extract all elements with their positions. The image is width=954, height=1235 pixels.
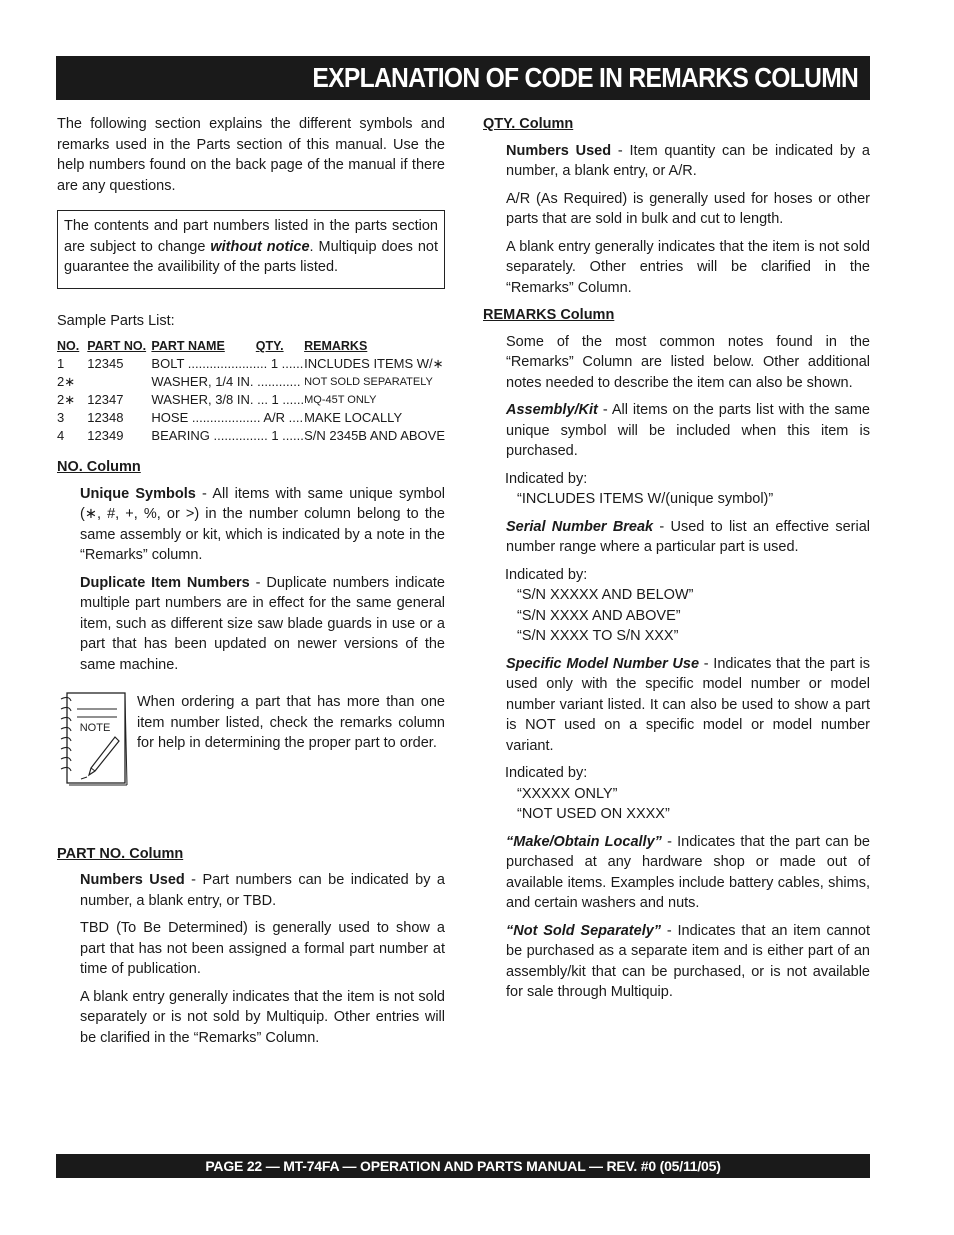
intro-paragraph: The following section explains the different symbols and remarks used in the Parts section of this manual. Use the help numbers found on the back page of the manual if there are any questions. [57, 116, 445, 194]
indicated-by-label: Indicated by: [505, 765, 588, 781]
row-part-no: 12348 [87, 410, 124, 425]
assembly-indicated-by [483, 469, 870, 510]
row-no: 3 [57, 410, 65, 425]
row-name-qty: WASHER, 1/4 IN. ............ [151, 374, 301, 389]
header-part-name: PART NAME [151, 339, 225, 353]
model-indicated-by [483, 763, 870, 825]
ar-paragraph: A/R (As Required) is generally used for hoses or other parts that are sold in bulk and cut to length. [506, 190, 870, 227]
row-part-no: 12345 [87, 356, 124, 371]
duplicate-numbers-lead: Duplicate Item Numbers [80, 574, 250, 591]
row-no: 4 [57, 428, 65, 443]
row-name-qty: WASHER, 3/8 IN. ... 1 ...... [151, 392, 305, 407]
row-no: 2∗ [57, 374, 76, 389]
model-number-lead: Specific Model Number Use [506, 655, 700, 672]
part-numbers-used-text: - Part numbers can be indicated by a number, a blank entry, or TBD. [80, 872, 445, 909]
serial-indicated-by [483, 565, 870, 647]
header-part-no: PART NO. [87, 339, 147, 353]
serial-break-paragraph [483, 517, 870, 558]
row-remarks: MAKE LOCALLY [304, 410, 403, 425]
page-title: EXPLANATION OF CODE IN REMARKS COLUMN [312, 62, 858, 93]
serial-break-lead: Serial Number Break [506, 518, 654, 535]
tbd-paragraph: TBD (To Be Determined) is generally used to show a part that has not been assigned a formal part number at time of publication. [80, 920, 445, 977]
row-remarks: INCLUDES ITEMS W/∗ [304, 356, 444, 371]
sample-parts-label: Sample Parts List: [57, 312, 175, 329]
notice-box [57, 210, 445, 289]
table-row [57, 355, 445, 373]
unique-symbols-lead: Unique Symbols [80, 485, 196, 502]
left-column [57, 114, 445, 1055]
row-remarks: NOT SOLD SEPARATELY [304, 376, 433, 388]
model-number-text: - Indicates that the part is used only with the specific model number or model number variant listed. It can also be used to show a part is NOT used on a specific model or model number variant. [506, 655, 870, 754]
remarks-column-heading: REMARKS Column [483, 307, 615, 323]
table-row [57, 409, 445, 427]
row-name-qty: BOLT ...................... 1 ...... [151, 356, 304, 371]
part-no-column-heading: PART NO. Column [57, 845, 184, 862]
footer-text: PAGE 22 — MT-74FA — OPERATION AND PARTS MANUAL — REV. #0 (05/11/05) [205, 1158, 721, 1174]
row-name-qty: HOSE ................... A/R .... [151, 410, 304, 425]
serial-example-2: “S/N XXXX AND ABOVE” [517, 607, 681, 624]
header-qty: QTY. [255, 339, 284, 353]
header-remarks: REMARKS [304, 339, 368, 353]
note-icon-label: NOTE [79, 722, 111, 734]
part-blank-paragraph: A blank entry generally indicates that the item is not sold separately or is not sold by Multiquip. Other entries will be clarified in the “Remarks” Column. [80, 988, 445, 1046]
row-part-no: 12347 [87, 392, 124, 407]
make-locally-lead: “Make/Obtain Locally” [506, 833, 662, 850]
part-numbers-used-paragraph [57, 870, 445, 911]
row-part-no: 12349 [87, 428, 124, 443]
remarks-intro-paragraph: Some of the most common notes found in the “Remarks” Column are listed below. Other additional notes needed to describe the item can also be shown. [506, 333, 870, 391]
duplicate-numbers-text: - Duplicate numbers indicate multiple part numbers are in effect for the same general item, such as different size saw blade guards in use or a part that has been updated on newer versions of the same machine. [80, 574, 445, 673]
unique-symbols-paragraph [57, 484, 445, 566]
footer-bar [56, 1154, 870, 1178]
table-row [57, 427, 445, 445]
serial-example-3: “S/N XXXX TO S/N XXX” [517, 628, 679, 644]
make-locally-paragraph [483, 832, 870, 914]
qty-numbers-used-lead: Numbers Used [506, 142, 612, 159]
assembly-kit-paragraph [483, 400, 870, 462]
notice-emphasis: without notice [210, 238, 310, 255]
table-header-row [57, 337, 445, 355]
header-no: NO. [57, 339, 80, 353]
assembly-example: “INCLUDES ITEMS W/(unique symbol)” [517, 491, 774, 507]
qty-blank-paragraph: A blank entry generally indicates that the item is not sold separately. Other entries will be clarified in the “Remarks” Column. [506, 238, 870, 296]
serial-example-1: “S/N XXXXX AND BELOW” [517, 587, 694, 603]
qty-column-heading: QTY. Column [483, 116, 574, 132]
sample-parts-table [57, 337, 445, 445]
row-no: 2∗ [57, 392, 76, 407]
not-sold-separately-lead: “Not Sold Separately” [506, 922, 662, 939]
row-name-qty: BEARING ............... 1 ...... [151, 428, 304, 443]
notice-text-before: The contents and part numbers listed in the parts section are subject to change [64, 218, 438, 255]
part-numbers-used-lead: Numbers Used [80, 872, 185, 888]
serial-break-text: - Used to list an effective serial number range where a particular part is used. [506, 518, 870, 555]
not-sold-separately-text: - Indicates that an item cannot be purchased as a separate item and is either part of an assembly/kit that can be purchased, or is not available for sale through Multiquip. [506, 922, 871, 1000]
assembly-kit-lead: Assembly/Kit [506, 402, 598, 418]
note-callout [57, 691, 445, 794]
assembly-kit-text: - All items on the parts list with the same unique symbol will be included when this item is purchased. [506, 402, 870, 459]
header-part-name-qty [151, 337, 304, 355]
model-example-2: “NOT USED ON XXXX” [517, 806, 670, 822]
table-row [57, 373, 445, 391]
notepad-icon [57, 691, 137, 794]
row-part-no [87, 373, 151, 391]
duplicate-numbers-paragraph [57, 573, 445, 676]
indicated-by-label: Indicated by: [505, 566, 588, 583]
row-no: 1 [57, 356, 65, 371]
qty-numbers-used-paragraph [483, 141, 870, 182]
notice-text-after: . Multiquip does not guarantee the availibility of the parts listed. [64, 238, 438, 275]
title-bar [56, 56, 870, 100]
no-column-heading: NO. Column [57, 459, 141, 475]
qty-numbers-used-text: - Item quantity can be indicated by a number, a blank entry, or A/R. [506, 142, 870, 179]
unique-symbols-text: - All items with same unique symbol (∗, #, +, %, or >) in the number column belong to the same assembly or kit, which is indicated by a note in the “Remarks” column. [80, 485, 445, 563]
table-row [57, 391, 445, 409]
note-text: When ordering a part that has more than one item number listed, check the remarks column for help in determining the proper part to order. [137, 694, 445, 751]
row-remarks: MQ-45T ONLY [304, 394, 377, 406]
row-remarks: S/N 2345B AND ABOVE [304, 428, 445, 443]
not-sold-separately-paragraph [483, 921, 870, 1003]
indicated-by-label: Indicated by: [505, 470, 588, 487]
model-example-1: “XXXXX ONLY” [517, 785, 618, 802]
make-locally-text: - Indicates that the part can be purchased at any hardware shop or made out of available items. Examples include battery cables, shims, and certain washers and nuts. [506, 833, 870, 911]
model-number-paragraph [483, 654, 870, 757]
right-column [483, 114, 870, 1010]
